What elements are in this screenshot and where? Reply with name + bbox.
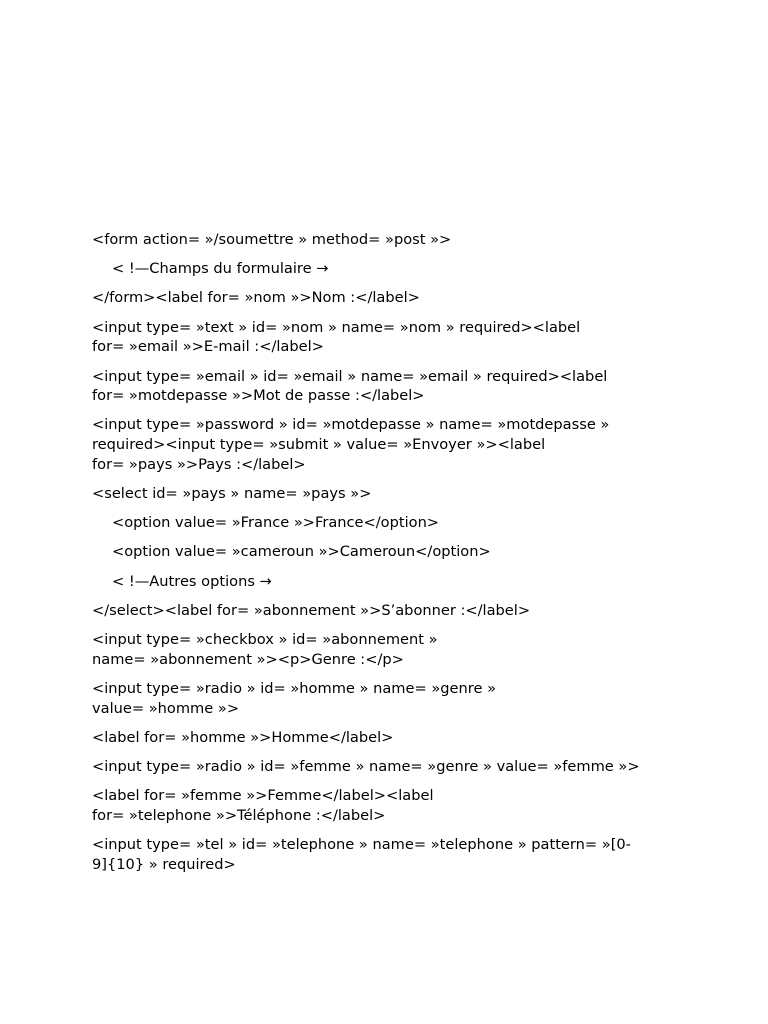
code-paragraph <box>92 757 692 777</box>
code-line: <option value= »France »>France</option> <box>112 514 440 532</box>
code-paragraph <box>92 367 692 406</box>
code-paragraph <box>92 728 692 748</box>
code-line: value= »homme »> <box>92 699 240 717</box>
code-line: for= »motdepasse »>Mot de passe :</label> <box>92 387 425 405</box>
document-page <box>92 230 692 884</box>
code-paragraph <box>92 415 692 474</box>
code-line: <input type= »tel » id= »telephone » name= »telephone » pattern= »[0- <box>92 836 631 854</box>
code-line: <input type= »email » id= »email » name= »email » required><label <box>92 367 608 385</box>
code-line: for= »telephone »>Téléphone :</label> <box>92 806 386 824</box>
code-line: <label for= »homme »>Homme</label> <box>92 728 394 746</box>
code-paragraph <box>92 484 692 504</box>
code-line: < !—Autres options → <box>112 572 272 590</box>
code-line: <form action= »/soumettre » method= »post »> <box>92 231 452 248</box>
code-paragraph <box>92 318 692 357</box>
code-paragraph <box>92 601 692 621</box>
code-line: </select><label for= »abonnement »>S’abonner :</label> <box>92 601 531 619</box>
code-line: <input type= »radio » id= »femme » name= »genre » value= »femme »> <box>92 758 640 776</box>
code-paragraph <box>92 288 692 308</box>
code-paragraph <box>92 630 692 669</box>
code-paragraph <box>92 572 692 592</box>
code-line: required><input type= »submit » value= »Envoyer »><label <box>92 436 546 454</box>
code-line: <label for= »femme »>Femme</label><label <box>92 787 434 805</box>
code-line: <input type= »password » id= »motdepasse » name= »motdepasse » <box>92 416 610 434</box>
code-line: < !—Champs du formulaire → <box>112 260 329 278</box>
code-line: for= »pays »>Pays :</label> <box>92 455 306 473</box>
code-paragraph <box>92 542 692 562</box>
code-line: for= »email »>E-mail :</label> <box>92 338 324 356</box>
code-paragraph <box>92 786 692 825</box>
code-paragraph <box>92 513 692 533</box>
code-line: <select id= »pays » name= »pays »> <box>92 485 372 503</box>
code-paragraph <box>92 259 692 279</box>
code-line: <input type= »text » id= »nom » name= »nom » required><label <box>92 318 581 336</box>
code-line: <option value= »cameroun »>Cameroun</option> <box>112 543 491 561</box>
code-paragraph <box>92 835 692 874</box>
code-line: 9]{10} » required> <box>92 855 236 873</box>
code-paragraph <box>92 230 692 250</box>
code-line: name= »abonnement »><p>Genre :</p> <box>92 650 404 668</box>
code-line: </form><label for= »nom »>Nom :</label> <box>92 289 420 307</box>
code-line: <input type= »checkbox » id= »abonnement » <box>92 631 438 649</box>
code-paragraph <box>92 679 692 718</box>
code-line: <input type= »radio » id= »homme » name= »genre » <box>92 679 497 697</box>
